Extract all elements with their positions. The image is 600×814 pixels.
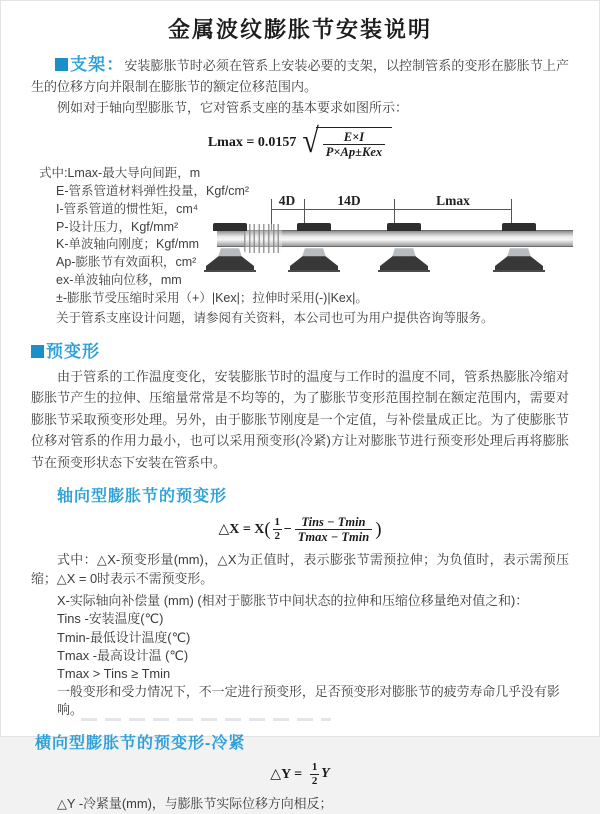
- section-square-icon: [55, 58, 68, 71]
- definition-line: E-管系管道材料弹性投量，Kgf/cm²: [56, 183, 250, 198]
- formula-lmax-lhs: Lmax = 0.0157: [207, 135, 297, 151]
- axial-note: 一般变形和受力情况下，不一定进行预变形，足否预变形对膨胀节的疲劳寿命几乎没有影响。: [57, 684, 560, 718]
- right-paren: ): [375, 518, 382, 540]
- support-baseline: [378, 270, 430, 272]
- formula-delta-x: [31, 515, 569, 544]
- section-square-icon: [31, 345, 44, 358]
- definition-line: ±-膨胀节受压缩时采用（+）|Kex|；拉伸时采用(-)|Kex|。: [56, 290, 368, 305]
- radical-sign-icon: √: [302, 122, 319, 161]
- axial-subheading: 轴向型膨胀节的预变形: [57, 488, 228, 506]
- support-foot: [495, 256, 543, 270]
- definition-line: I-管系管道的惯性矩，cm⁴: [56, 201, 199, 216]
- lateral-subheading: 横向型膨胀节的预变形-冷紧: [35, 734, 246, 752]
- formula-dy-rhs: Y: [321, 766, 330, 782]
- axial-where-text: 式中：△X-预变形量(mm)，△X为正值时，表示膨张节需预拉伸；为负值时，表示需预压缩；△X = 0时表示不需预变形。: [31, 552, 569, 587]
- support-baseline: [288, 270, 340, 272]
- minus-sign: −: [283, 521, 292, 537]
- support-saddle: [507, 248, 531, 257]
- dimension-line: [271, 209, 511, 210]
- support-example-text: 例如对于轴向型膨胀节，它对管系支座的基本要求如图所示：: [57, 100, 409, 115]
- support-saddle: [218, 248, 242, 257]
- definition-line: Ap-膨胀节有效面积，cm²: [56, 255, 197, 270]
- support-intro-text: 安装膨胀节时必须在管系上安装必要的支架，以控制管系的变形在膨胀节上产生的位移方向并限制在膨胀节的额定位移范围内。: [31, 58, 569, 94]
- clipped-text-artifact: [81, 718, 331, 721]
- predeform-section-label: 预变形: [46, 341, 100, 361]
- support-baseline: [493, 270, 545, 272]
- predeform-heading: [31, 341, 569, 362]
- axial-definitions: [31, 592, 569, 719]
- definition-line: ex-单波轴向位移，mm: [56, 272, 182, 287]
- axial-line: Tins -安装温度(℃): [57, 611, 164, 627]
- formula-dx-pre: △X = X: [218, 522, 265, 538]
- definitions-block: [31, 165, 569, 326]
- predeform-body-text: 由于管系的工作温度变化，安装膨胀节时的温度与工作时的温度不同，管系热膨胀冷缩对膨胀节产生的拉伸、压缩量常常是不均等的，为了膨胀节变形范围控制在额定范围内，需要对膨胀节采取预变形处理。另外，由于膨胀节刚度是一个定值，与补偿量成正比。为了使膨胀节位移对管系的作用力最小，也可以采用预变形(冷紧)方让对膨胀节进行预变形处理后再将膨胀节在预变形状态下安装在管系中。: [31, 368, 569, 470]
- bellows-graphic: [244, 224, 282, 253]
- sqrt-radical: [302, 122, 392, 161]
- support-spacing-diagram: [217, 193, 573, 289]
- definition-line: 式中:Lmax-最大导向间距，m: [39, 166, 201, 181]
- support-cap: [213, 223, 247, 231]
- dim-label-lmax: Lmax: [436, 193, 470, 209]
- axial-line: Tmax > Tins ≥ Tmin: [57, 666, 171, 682]
- formula-delta-y: [31, 762, 569, 787]
- support-foot: [380, 256, 428, 270]
- formula-dy-lhs: △Y =: [270, 766, 303, 782]
- lateral-dy-text: △Y -冷紧量(mm)，与膨胀节实际位移方向相反；: [57, 795, 333, 811]
- support-cap: [502, 223, 536, 231]
- support-saddle: [392, 248, 416, 257]
- formula-lmax-denominator: P×Ap±Kex: [325, 145, 383, 160]
- formula-lmax: [31, 122, 569, 161]
- definition-line: P-设计压力，Kgf/mm²: [56, 219, 179, 234]
- page-title: 金属波纹膨胀节安装说明: [167, 17, 432, 42]
- support-cap: [297, 223, 331, 231]
- support-intro-paragraph: [31, 54, 569, 97]
- support-saddle: [302, 248, 326, 257]
- support-cap: [387, 223, 421, 231]
- support-foot: [290, 256, 338, 270]
- axial-line: X-实际轴向补偿量 (mm) (相对于膨胀节中间状态的拉伸和压缩位移量绝对值之和)：: [57, 593, 529, 609]
- support-section-label: 支架：: [70, 55, 125, 74]
- support-note-text: 关于管系支座设计问题，请参阅有关资料，本公司也可为用户提供咨询等服务。: [56, 310, 494, 325]
- definition-line: K-单波轴向刚度；Kgf/mm: [56, 237, 200, 252]
- dim-label-4d: 4D: [278, 193, 296, 209]
- formula-lmax-numerator: E×I: [343, 130, 365, 144]
- support-baseline: [204, 270, 256, 272]
- axial-line: Tmax -最高设计温 (℃): [57, 647, 189, 663]
- temperature-fraction: $\frac{\text{Tins − Tmin}}{Tmax - Tmin}$: [295, 515, 372, 544]
- one-half-fraction: 1 2: [311, 760, 318, 787]
- left-paren: (: [264, 518, 271, 540]
- dim-label-14d: 14D: [337, 193, 361, 209]
- axial-line: Tmin-最低设计温度(℃): [57, 629, 191, 645]
- one-half-fraction: 1 2: [274, 516, 280, 543]
